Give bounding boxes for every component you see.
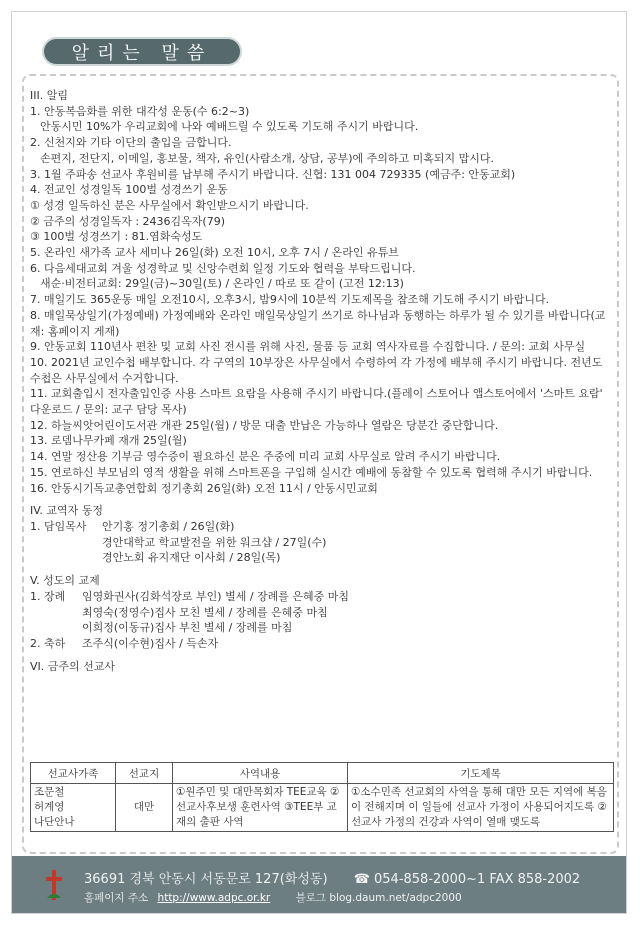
church-phone: ☎ 054-858-2000~1 FAX 858-2002 (353, 872, 581, 887)
notice-line: 16. 안동시기독교총연합회 정기총회 26일(화) 오전 11시 / 안동시민교회 (30, 481, 378, 495)
notice-line: ① 성경 일독하신 분은 사무실에서 확인받으시기 바랍니다. (30, 198, 309, 212)
mission-field: 대만 (116, 784, 173, 832)
footer (12, 856, 626, 913)
page-title-text: 알리는 말씀 (71, 42, 213, 64)
section-heading: III. 알림 (30, 89, 68, 102)
mission-work: ①원주민 및 대만목회자 TEE교육 ②선교사후보생 훈련사역 ③TEE부 교재의 출판 사역 (173, 784, 348, 832)
notice-line: 2. 신천지와 기타 이단의 출입을 금합니다. (30, 136, 232, 150)
column-header: 선교사가족 (31, 763, 116, 784)
notice-line: 5. 온라인 새가족 교사 세미나 26일(화) 오전 10시, 오후 7시 / 온라인 유튜브 (30, 246, 399, 260)
notice-line: 1. 안동복음화를 위한 대각성 운동(수 6:2~3) (30, 104, 250, 118)
column-header: 사역내용 (173, 763, 348, 784)
notice-line: 안동시민 10%가 우리교회에 나와 예배드릴 수 있도록 기도해 주시기 바랍니다. (40, 120, 419, 134)
funeral-item: 최영숙(정영수)집사 모친 별세 / 장례를 은혜중 마침 (82, 605, 328, 619)
mission-prayer: ①소수민족 선교회의 사역을 통해 대만 모든 지역에 복음이 전해지며 이 일들에 선교사 가정이 사용되어지도록 ②선교사 가정의 건강과 사역이 열매 맺도록 (348, 784, 614, 832)
notice-line: 13. 로뎀나무카페 재개 25일(월) (30, 434, 187, 448)
column-header: 기도제목 (348, 763, 614, 784)
page-title (42, 37, 242, 66)
notice-line: 9. 안동교회 110년사 편찬 및 교회 사진 전시를 위해 사진, 물품 등 교회 역사자료를 수집합니다. / 문의: 교회 사무실 (30, 340, 586, 354)
family-member: 허계영 (34, 801, 65, 813)
notice-line: 14. 연말 정산용 기부금 영수증이 필요하신 분은 주중에 미리 교회 사무실로 알려 주시기 바랍니다. (30, 450, 501, 464)
table-row (31, 784, 614, 832)
congrats-label: 2. 축하 (30, 636, 66, 650)
notice-line: 8. 매일묵상일기(가정예배) 가정예배와 온라인 매일묵상일기 쓰기로 하나님과 동행하는 하루가 될 수 있기를 바랍니다(교재: 홈페이지 게재) (30, 308, 606, 338)
notice-line: 11. 교회출입시 전자출입인증 사용 스마트 요람을 사용해 주시기 바랍니다.(플레이 스토어나 앱스토어에서 '스마트 요람' 다운로드 / 문의: 교구 담당 목사) (30, 387, 603, 417)
notice-content (30, 88, 610, 674)
notice-line: 12. 하늘씨앗어린이도서관 개관 25일(월) / 방문 대출 반납은 가능하나 열람은 당분간 중단합니다. (30, 418, 499, 432)
notice-line: 새순·비전터교회: 29일(금)~30일(토) / 온라인 / 따로 또 같이 (고전 12:13) (40, 277, 404, 291)
column-header: 선교지 (116, 763, 173, 784)
funeral-label: 1. 장례 (30, 589, 66, 603)
blog-link[interactable]: 블로그 blog.daum.net/adpc2000 (295, 892, 462, 904)
notice-line: 6. 다음세대교회 겨울 성경학교 및 신앙수련회 일정 기도와 협력을 부탁드립니다. (30, 261, 416, 275)
notice-line: 3. 1월 주파송 선교사 후원비를 납부해 주시기 바랍니다. 신협: 131 004 729335 (예금주: 안동교회) (30, 167, 516, 181)
missionary-table (30, 762, 614, 832)
church-cross-logo (44, 868, 64, 902)
minister-label: 1. 담임목사 (30, 519, 87, 533)
section-heading: V. 성도의 교제 (30, 574, 100, 588)
section-heading: VI. 금주의 선교사 (30, 659, 116, 673)
family-member: 나단안나 (34, 816, 75, 828)
funeral-item: 이희정(이동규)집사 부친 별세 / 장례를 마침 (82, 621, 293, 635)
section-heading: IV. 교역자 동정 (30, 504, 103, 518)
notice-line: 4. 전교인 성경일독 100벌 성경쓰기 운동 (30, 183, 228, 197)
church-address: 36691 경북 안동시 서동문로 127(화성동) (84, 872, 328, 887)
minister-item: 경안대학교 학교발전을 위한 워크샵 / 27일(수) (102, 535, 327, 549)
homepage-link[interactable]: http://www.adpc.or.kr (157, 892, 271, 904)
notice-line: 15. 연로하신 부모님의 영적 생활을 위해 스마트폰을 구입해 실시간 예배에 동참할 수 있도록 협력해 주시기 바랍니다. (30, 465, 593, 479)
table-header-row (31, 763, 614, 784)
notice-line: ③ 100벌 성경쓰기 : 81.염화숙성도 (30, 230, 203, 244)
notice-line: 7. 매일기도 365운동 매일 오전10시, 오후3시, 밤9시에 10분씩 기도제목을 참조해 기도해 주시기 바랍니다. (30, 293, 550, 307)
footer-address-line (84, 868, 580, 887)
minister-item: 경안노회 유지재단 이사회 / 28일(목) (102, 551, 281, 565)
homepage-label: 홈페이지 주소 (84, 892, 149, 904)
congrats-item: 조주식(이수현)집사 / 득손자 (82, 636, 219, 650)
funeral-item: 임영화권사(김화석장로 부인) 별세 / 장례를 은혜중 마침 (82, 589, 350, 603)
family-member: 조문철 (34, 786, 65, 798)
footer-web-line (84, 890, 462, 905)
minister-item: 안기홍 정기총회 / 26일(화) (102, 519, 235, 533)
notice-line: ② 금주의 성경일독자 : 2436김옥자(79) (30, 214, 226, 228)
missionary-family (31, 784, 116, 832)
notice-line: 손편지, 전단지, 이메일, 홍보물, 책자, 유인(사람소개, 상담, 공부)에 주의하고 미혹되지 맙시다. (40, 151, 495, 165)
notice-line: 10. 2021년 교인수첩 배부합니다. 각 구역의 10부장은 사무실에서 수령하여 각 가정에 배부해 주시기 바랍니다. 전년도 수첩은 사무실에서 수거합니다. (30, 355, 603, 385)
